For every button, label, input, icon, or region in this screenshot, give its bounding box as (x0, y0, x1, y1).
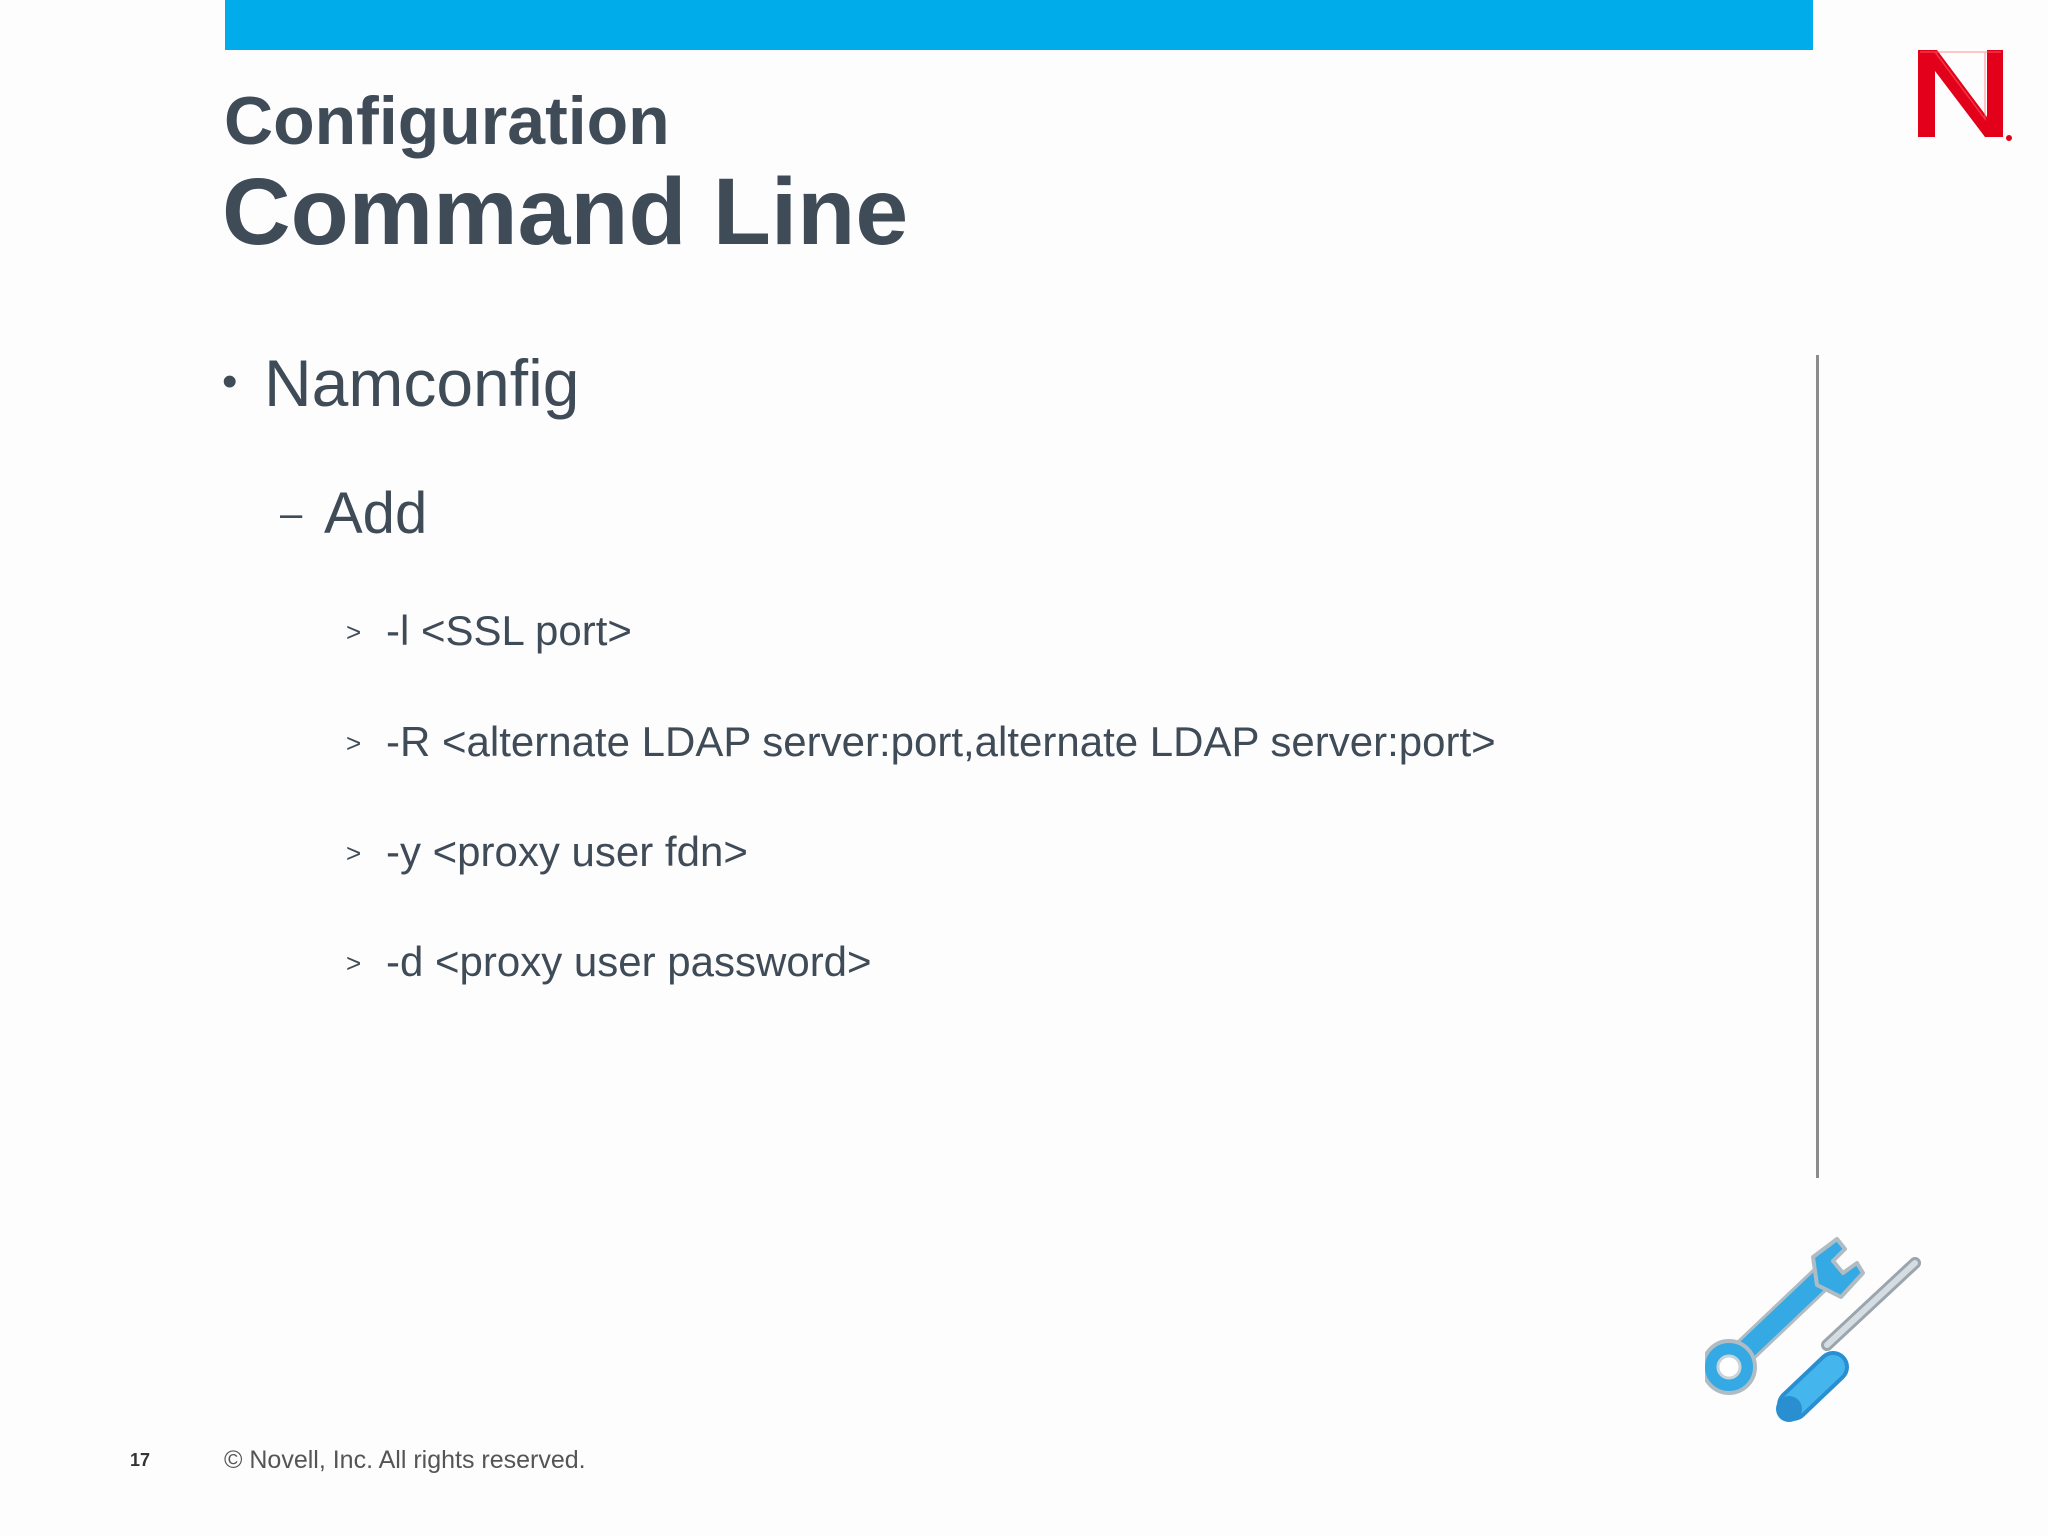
top-accent-bar (225, 0, 1813, 50)
bullet-level1 (222, 345, 579, 421)
bullet-text: Namconfig (264, 346, 580, 420)
tools-icon (1705, 1235, 1935, 1425)
page-number: 17 (130, 1450, 151, 1470)
bullet-level2 (280, 480, 427, 547)
arrow-marker: > (346, 728, 362, 758)
bullet-text: -l <SSL port> (386, 607, 632, 654)
vertical-divider (1816, 355, 1819, 1178)
bullet-level3-item (346, 938, 872, 986)
novell-logo-icon (1915, 45, 2015, 145)
bullet-level3-item (346, 607, 632, 655)
slide-title: Command Line (222, 159, 909, 265)
bullet-text: -y <proxy user fdn> (386, 828, 748, 875)
dash-marker: – (280, 492, 303, 536)
arrow-marker: > (346, 838, 362, 868)
bullet-text: -R <alternate LDAP server:port,alternate LDAP server:port> (386, 718, 1496, 765)
bullet-text: Add (324, 481, 428, 546)
bullet-text: -d <proxy user password> (386, 938, 872, 985)
bullet-level3-item (346, 828, 748, 876)
slide-supertitle: Configuration (224, 83, 670, 159)
arrow-marker: > (346, 617, 362, 647)
arrow-marker: > (346, 948, 362, 978)
bullet-level3-item (346, 718, 1496, 766)
bullet-marker: • (222, 357, 238, 406)
copyright-notice: © Novell, Inc. All rights reserved. (224, 1446, 586, 1474)
